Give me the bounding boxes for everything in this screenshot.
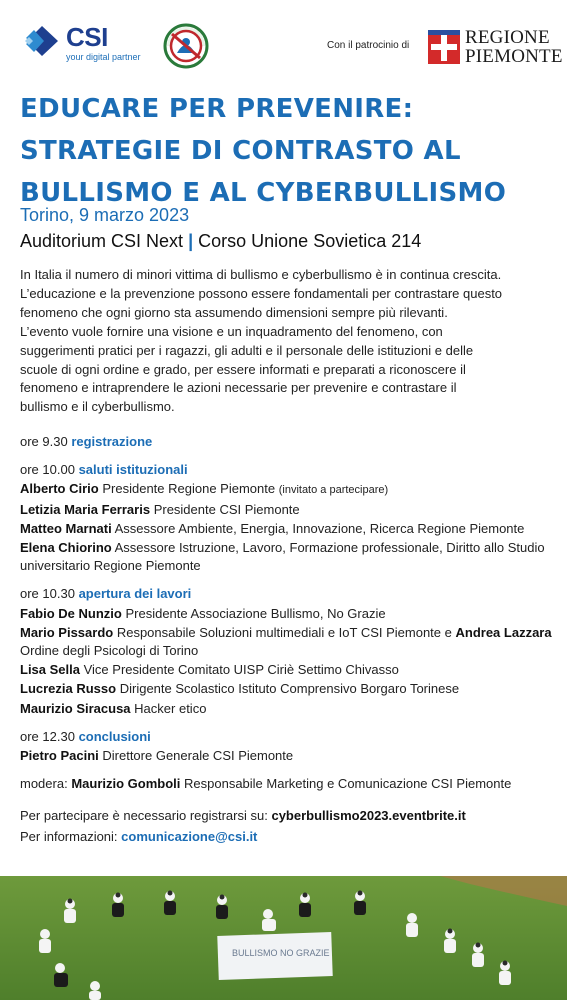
venue-separator: |	[188, 231, 194, 251]
csi-mark-icon	[22, 24, 62, 58]
speaker-name: Matteo Marnati	[20, 520, 112, 536]
registration-text: Per partecipare è necessario registrarsi su:	[20, 808, 268, 824]
bullismo-no-grazie-logo-icon	[163, 23, 209, 69]
speaker-role: Hacker etico	[134, 700, 207, 716]
moderator-name: Maurizio Gomboli	[71, 776, 181, 792]
speaker-role: Direttore Generale CSI Piemonte	[102, 748, 294, 764]
photo-banner-text: BULLISMO NO GRAZIE	[232, 948, 330, 958]
session-topic: saluti istituzionali	[78, 462, 188, 478]
intro-line: fenomeno che ogni giorno sta assumendo dimensioni sempre più rilevanti.	[20, 304, 448, 320]
speaker-name: Elena Chiorino	[20, 540, 112, 556]
session-time: ore 12.30	[20, 728, 75, 744]
speaker-name: Maurizio Siracusa	[20, 700, 131, 716]
title-line: STRATEGIE DI CONTRASTO AL	[20, 136, 461, 166]
session-registrazione	[20, 433, 554, 451]
regione-shield-icon	[427, 29, 461, 65]
intro-line: bullismo e il cyberbullismo.	[20, 399, 175, 415]
speaker	[20, 747, 554, 765]
speaker	[20, 700, 554, 718]
session-time: ore 9.30	[20, 434, 68, 449]
csi-tagline: your digital partner	[66, 52, 141, 62]
info-text: Per informazioni:	[20, 828, 118, 844]
speaker	[20, 520, 554, 538]
speaker-name: Pietro Pacini	[20, 748, 99, 764]
speaker-name: Andrea Lazzara	[455, 624, 552, 640]
patrocinio-label: Con il patrocinio di	[327, 40, 410, 51]
speaker-role: Presidente CSI Piemonte	[153, 501, 300, 517]
moderator	[20, 775, 554, 793]
intro-line: scuole di ogni ordine e grado, per essere informati e preparati a riconoscere il	[20, 361, 466, 377]
speaker	[20, 605, 554, 623]
csi-name: CSI	[66, 22, 108, 52]
speaker-role: Dirigente Scolastico Istituto Comprensivo Borgaro Torinese	[119, 681, 460, 697]
speaker-role: Responsabile Soluzioni multimediali e IoT CSI Piemonte e	[116, 624, 452, 640]
session-time: ore 10.30	[20, 586, 75, 602]
regione-line2: PIEMONTE	[465, 46, 563, 67]
speaker	[20, 680, 554, 698]
venue-address: Corso Unione Sovietica 214	[198, 231, 422, 251]
speaker	[20, 539, 554, 575]
event-date: Torino, 9 marzo 2023	[20, 205, 190, 225]
intro-line: L’educazione e la prevenzione possono essere fondamentali per contrastare questo	[20, 285, 503, 301]
speaker-role: Presidente Regione Piemonte	[102, 481, 276, 497]
speaker-name: Lucrezia Russo	[20, 681, 117, 697]
registration-line	[20, 807, 554, 825]
regione-piemonte-logo	[427, 28, 563, 66]
speaker-role: Ordine degli Psicologi di Torino	[20, 643, 199, 659]
registration-link[interactable]: cyberbullismo2023.eventbrite.it	[271, 808, 466, 824]
intro-line: fenomeno e intraprendere le azioni necessarie per prevenire e contrastare il	[20, 380, 457, 396]
intro-line: suggerimenti pratici per i ragazzi, gli adulti e il personale delle istituzioni e delle	[20, 342, 474, 358]
session-apertura	[20, 585, 554, 717]
speaker-role: Assessore Ambiente, Energia, Innovazione, Ricerca Regione Piemonte	[114, 520, 525, 536]
program	[20, 433, 554, 848]
intro-paragraph	[20, 266, 554, 417]
intro-line: In Italia il numero di minori vittima di bullismo e cyberbullismo è in continua crescita.	[20, 267, 502, 282]
speaker	[20, 501, 554, 519]
regione-line1: REGIONE	[465, 27, 550, 48]
speaker	[20, 624, 554, 660]
speaker-name: Mario Pissardo	[20, 624, 114, 640]
speaker-note: (invitato a partecipare)	[278, 484, 389, 497]
speaker	[20, 661, 554, 679]
title-line: EDUCARE PER PREVENIRE:	[20, 94, 414, 124]
title-line: BULLISMO E AL CYBERBULLISMO	[20, 178, 507, 208]
speaker	[20, 480, 554, 499]
speaker-role: Assessore Istruzione, Lavoro, Formazione professionale, Diritto allo Studio universitario Regione Piemonte	[20, 540, 545, 574]
speaker-role: Vice Presidente Comitato UISP Ciriè Settimo Chivasso	[83, 662, 399, 678]
speaker-name: Lisa Sella	[20, 662, 80, 678]
session-topic: apertura dei lavori	[78, 586, 192, 602]
csi-logo	[22, 24, 141, 63]
speaker-name: Letizia Maria Ferraris	[20, 501, 151, 517]
session-topic: registrazione	[71, 434, 153, 449]
session-saluti	[20, 461, 554, 575]
venue-name: Auditorium CSI Next	[20, 231, 184, 251]
event-venue	[20, 231, 421, 252]
session-time: ore 10.00	[20, 462, 75, 478]
session-conclusioni	[20, 728, 554, 765]
event-title	[20, 88, 550, 214]
speaker-name: Alberto Cirio	[20, 481, 99, 497]
group-photo-image	[0, 876, 567, 1000]
header	[0, 0, 567, 80]
speaker-role: Presidente Associazione Bullismo, No Grazie	[125, 605, 386, 621]
speaker-name: Fabio De Nunzio	[20, 605, 122, 621]
session-topic: conclusioni	[78, 728, 151, 744]
info-email-link[interactable]: comunicazione@csi.it	[121, 828, 258, 844]
moderator-role: Responsabile Marketing e Comunicazione CSI Piemonte	[184, 776, 512, 792]
intro-line: L’evento vuole fornire una visione e un inquadramento del fenomeno, con	[20, 323, 443, 339]
moderator-label: modera:	[20, 776, 68, 792]
info-line	[20, 828, 554, 846]
